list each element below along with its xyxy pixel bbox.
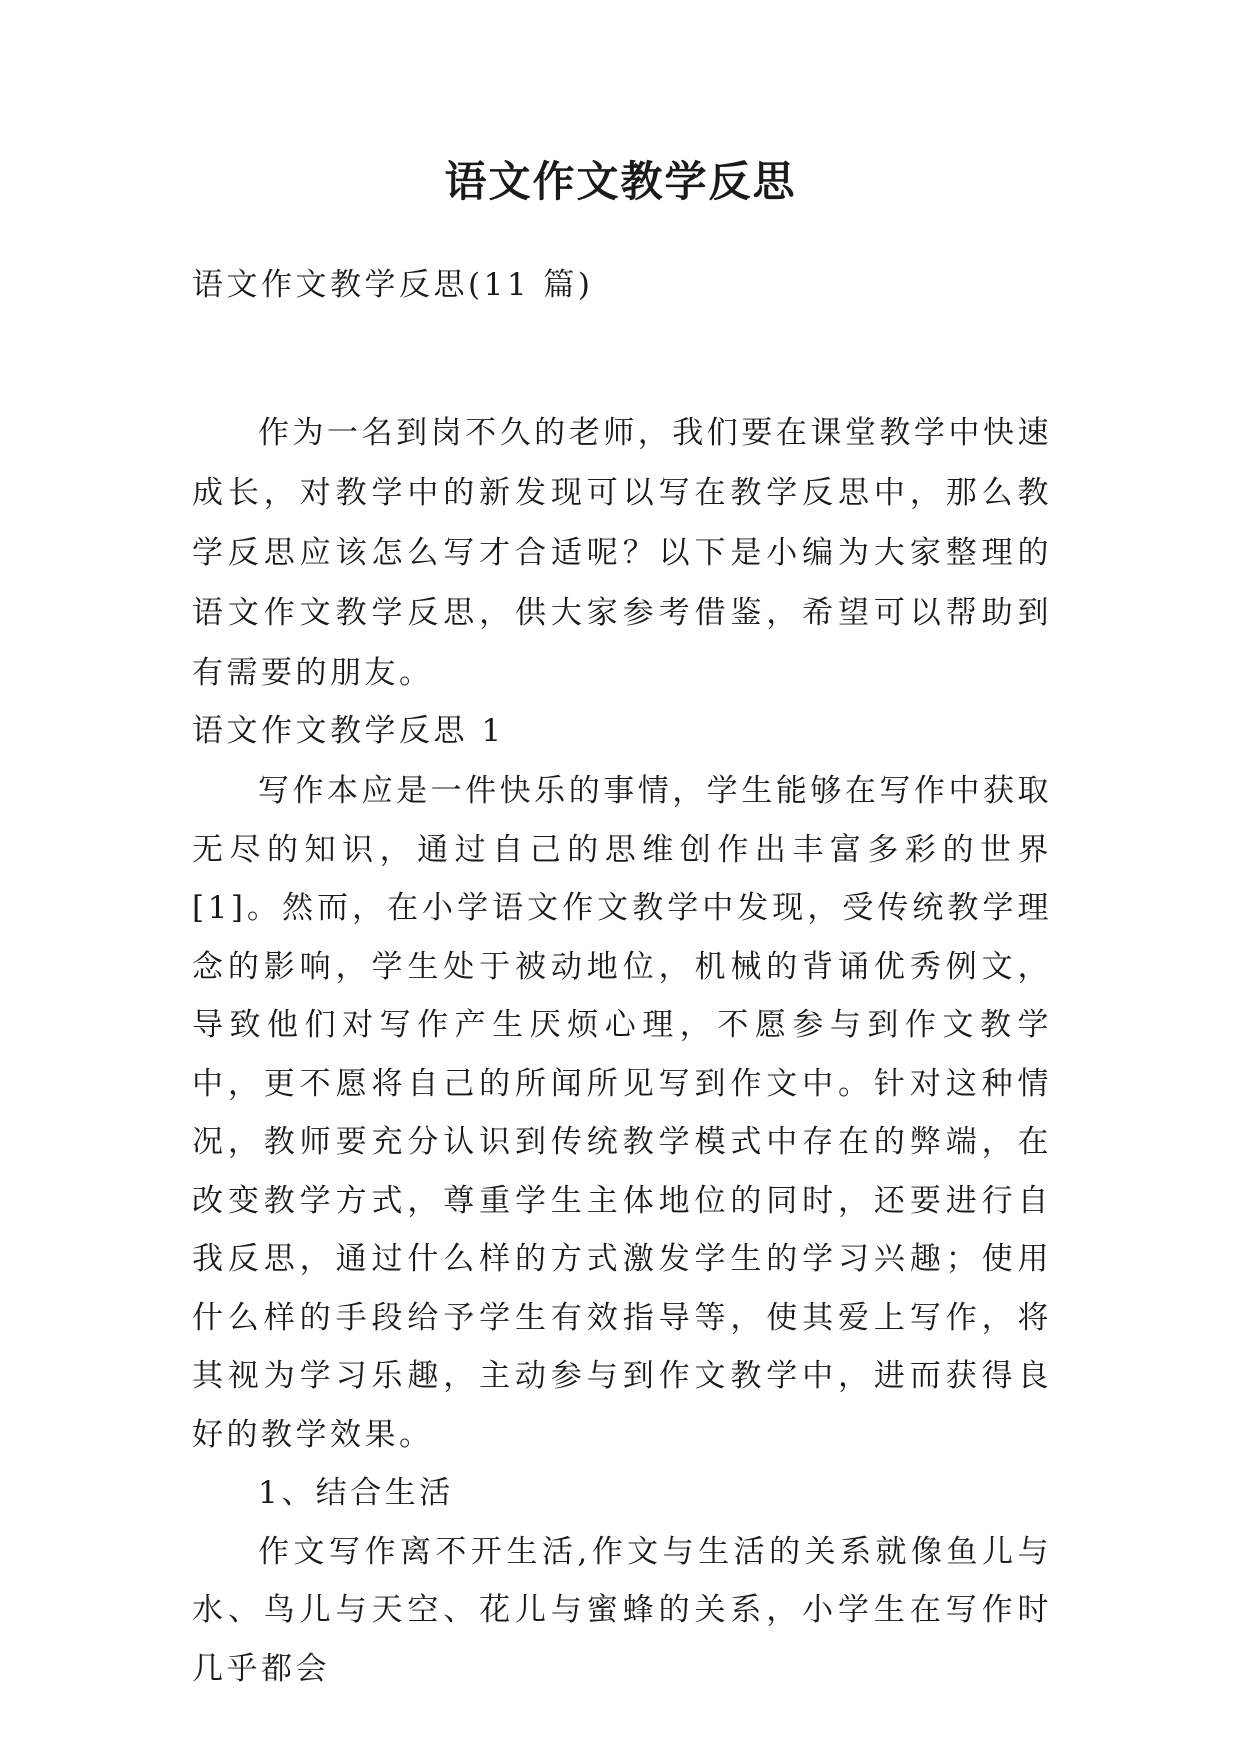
document-subtitle: 语文作文教学反思(11 篇) bbox=[192, 267, 594, 303]
body-paragraph: 作文写作离不开生活,作文与生活的关系就像鱼儿与水、鸟儿与天空、花儿与蜜蜂的关系，小学生在写作时几乎都会 bbox=[192, 1533, 1052, 1687]
subheading: 1、结合生活 bbox=[258, 1475, 454, 1511]
document-title: 语文作文教学反思 bbox=[444, 157, 797, 206]
section-heading: 语文作文教学反思 1 bbox=[192, 713, 505, 749]
body-paragraph: 写作本应是一件快乐的事情，学生能够在写作中获取无尽的知识，通过自己的思维创作出丰富多彩的世界[1]。然而，在小学语文作文教学中发现，受传统教学理念的影响，学生处于被动地位，机械的背诵优秀例文，导致他们对写作产生厌烦心理，不愿参与到作文教学中，更不愿将自己的所闻所见写到作文中。针对这种情况，教师要充分认识到传统教学模式中存在的弊端，在改变教学方式，尊重学生主体地位的同时，还要进行自我反思，通过什么样的方式激发学生的学习兴趣；使用什么样的手段给予学生有效指导等，使其爱上写作，将其视为学习乐趣，主动参与到作文教学中，进而获得良好的教学效果。 bbox=[192, 773, 1052, 1453]
intro-paragraph: 作为一名到岗不久的老师，我们要在课堂教学中快速成长，对教学中的新发现可以写在教学反思中，那么教学反思应该怎么写才合适呢？以下是小编为大家整理的语文作文教学反思，供大家参考借鉴，希望可以帮助到有需要的朋友。 bbox=[192, 415, 1052, 691]
section-content bbox=[192, 762, 1052, 1698]
